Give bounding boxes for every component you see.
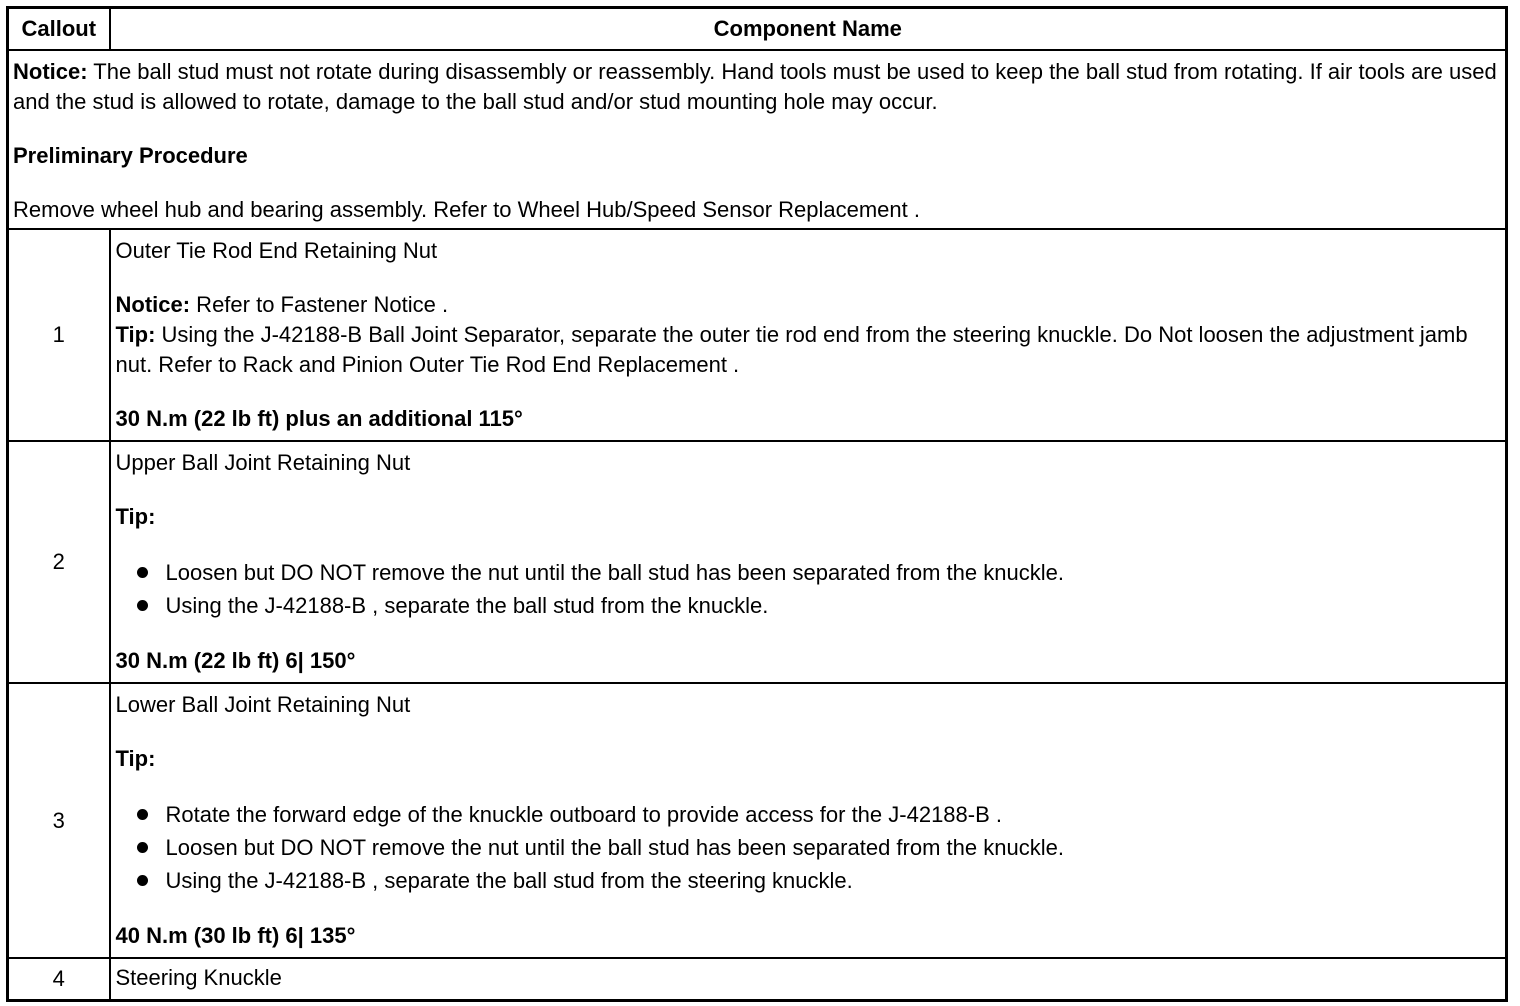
component-table [6,6,1508,1002]
component-name: Upper Ball Joint Retaining Nut [115,450,411,475]
callout-number: 1 [8,229,110,441]
torque-spec: 40 N.m (30 lb ft) 6| 135° [115,923,356,948]
notice-paragraph [13,57,1501,117]
callout-number: 2 [8,441,110,683]
row-tip [116,320,1501,380]
callout-number: 3 [8,683,110,958]
bullet-icon [137,875,148,886]
row-notice-text: Refer to Fastener Notice . [190,292,449,317]
tip-list [116,798,1501,897]
bullet-icon [137,842,148,853]
row-tip-label: Tip: [115,322,156,347]
row-tip-label: Tip: [115,504,156,529]
table-row [8,441,1507,683]
preliminary-text: Remove wheel hub and bearing assembly. Refer to Wheel Hub/Speed Sensor Replacement . [13,197,920,222]
table-row [8,683,1507,958]
bullet-icon [137,809,148,820]
preliminary-heading: Preliminary Procedure [13,143,248,168]
callout-number: 4 [8,958,110,1001]
torque-spec: 30 N.m (22 lb ft) plus an additional 115° [115,406,523,431]
row-tip-text: Using the J-42188-B Ball Joint Separator, separate the outer tie rod end from the steering knuckle. Do Not loosen the adjustment jamb nut. Refer to Rack and Pinion Outer Tie Rod End Replacement . [115,322,1468,377]
list-item-text: Using the J-42188-B , separate the ball stud from the knuckle. [165,593,769,618]
component-cell [110,441,1507,683]
component-cell [110,683,1507,958]
header-component-name: Component Name [110,8,1507,51]
component-name: Lower Ball Joint Retaining Nut [115,692,411,717]
component-cell [110,958,1507,1001]
list-item-text: Loosen but DO NOT remove the nut until the ball stud has been separated from the knuckle. [165,560,1064,585]
tip-list [116,556,1501,622]
header-callout: Callout [8,8,110,51]
table-row [8,958,1507,1001]
component-cell [110,229,1507,441]
notice-row [8,50,1507,229]
list-item [136,798,1501,831]
table-header-row [8,8,1507,51]
notice-label: Notice: [13,59,88,84]
component-name: Outer Tie Rod End Retaining Nut [115,238,438,263]
list-item [136,864,1501,897]
row-notice-label: Notice: [115,292,191,317]
list-item-text: Loosen but DO NOT remove the nut until the ball stud has been separated from the knuckle. [165,835,1064,860]
list-item [136,589,1501,622]
bullet-icon [137,567,148,578]
list-item-text: Using the J-42188-B , separate the ball stud from the steering knuckle. [165,868,853,893]
notice-cell [8,50,1507,229]
list-item [136,831,1501,864]
list-item-text: Rotate the forward edge of the knuckle outboard to provide access for the J-42188-B . [165,802,1002,827]
bullet-icon [137,600,148,611]
table-row [8,229,1507,441]
torque-spec: 30 N.m (22 lb ft) 6| 150° [115,648,356,673]
procedure-page [6,6,1508,1002]
row-tip-label: Tip: [115,746,156,771]
list-item [136,556,1501,589]
component-name: Steering Knuckle [115,965,282,990]
notice-text: The ball stud must not rotate during disassembly or reassembly. Hand tools must be used to keep the ball stud from rotating. If air tools are used and the stud is allowed to rotate, damage to the ball stud and/or stud mounting hole may occur. [13,59,1497,114]
row-notice [116,290,1501,320]
